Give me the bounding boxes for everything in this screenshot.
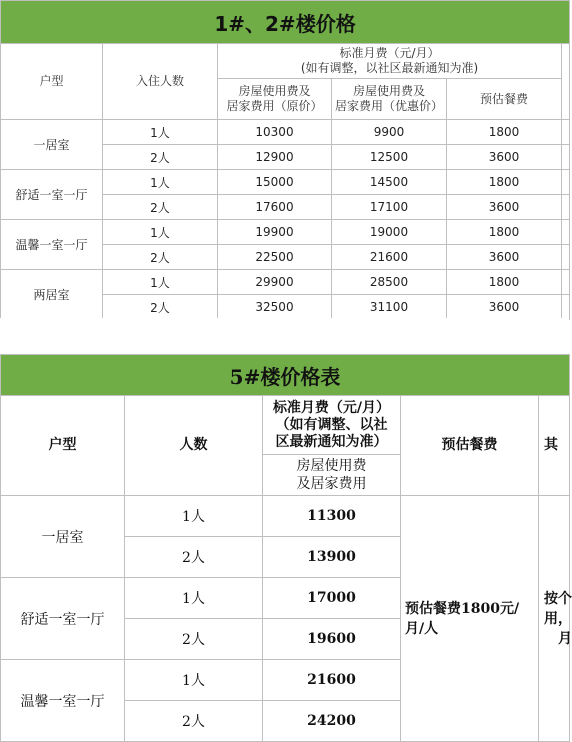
people: 1人	[125, 578, 263, 619]
discount-price: 12500	[332, 145, 447, 170]
housing-fee: 19600	[263, 619, 401, 660]
standard-fee-line1: 标准月费（元/月）	[339, 46, 440, 60]
occupants: 2人	[103, 145, 218, 170]
meal-price: 3600	[447, 145, 562, 170]
cut-cell	[562, 120, 570, 145]
housing-line1: 房屋使用费	[296, 458, 367, 474]
discount-line1: 房屋使用费及	[352, 84, 425, 98]
room-type: 两居室	[1, 270, 103, 320]
meal-price: 3600	[447, 195, 562, 220]
meal-price: 3600	[447, 245, 562, 270]
occupants: 1人	[103, 270, 218, 295]
section1-title: 1#、2#楼价格	[1, 1, 570, 44]
table-row	[1, 120, 570, 145]
original-line2: 居家费用（原价）	[226, 99, 323, 113]
header-housing-fee	[263, 455, 401, 496]
cut-cell	[562, 245, 570, 270]
header-meal: 预估餐费	[447, 79, 562, 120]
standard-fee-line2: (如有调整，以社区最新通知为准)	[300, 61, 479, 75]
header-other-cut: 其	[539, 396, 570, 496]
original-line1: 房屋使用费及	[238, 84, 311, 98]
cut-cell	[562, 145, 570, 170]
section2-title: 5#楼价格表	[1, 355, 570, 396]
occupants: 1人	[103, 120, 218, 145]
occupants: 1人	[103, 220, 218, 245]
housing-fee: 11300	[263, 496, 401, 537]
cut-cell	[562, 295, 570, 320]
room-type: 一居室	[1, 496, 125, 578]
header-occupants: 入住人数	[103, 44, 218, 120]
people: 2人	[125, 701, 263, 742]
discount-price: 14500	[332, 170, 447, 195]
standard-line3: 区最新通知为准）	[275, 433, 388, 450]
cut-cell	[562, 195, 570, 220]
room-type: 一居室	[1, 120, 103, 170]
cut-cell	[562, 220, 570, 245]
header-room-type: 户型	[1, 396, 125, 496]
housing-fee: 13900	[263, 537, 401, 578]
discount-price: 31100	[332, 295, 447, 320]
cut-line3: 月	[558, 630, 572, 647]
standard-line2: （如有调整、以社	[275, 416, 388, 433]
people: 2人	[125, 619, 263, 660]
original-price: 10300	[218, 120, 332, 145]
meal-price: 1800	[447, 220, 562, 245]
header-standard-fee	[218, 44, 562, 79]
original-price: 29900	[218, 270, 332, 295]
header-people: 人数	[125, 396, 263, 496]
original-price: 17600	[218, 195, 332, 220]
original-price: 12900	[218, 145, 332, 170]
building-5-price-table	[0, 354, 570, 742]
people: 2人	[125, 537, 263, 578]
occupants: 2人	[103, 295, 218, 320]
cut-cell	[562, 170, 570, 195]
discount-price: 28500	[332, 270, 447, 295]
original-price: 19900	[218, 220, 332, 245]
other-note-cut	[539, 496, 570, 742]
cut-line2: 用，	[544, 610, 572, 627]
meal-price: 1800	[447, 120, 562, 145]
housing-fee: 21600	[263, 660, 401, 701]
header-standard-fee	[263, 396, 401, 455]
housing-fee: 17000	[263, 578, 401, 619]
table-row	[1, 496, 570, 537]
meal-note	[401, 496, 539, 742]
cut-cell	[562, 270, 570, 295]
header-meal: 预估餐费	[401, 396, 539, 496]
room-type: 温馨一室一厅	[1, 660, 125, 742]
room-type: 舒适一室一厅	[1, 170, 103, 220]
discount-price: 9900	[332, 120, 447, 145]
meal-price: 3600	[447, 295, 562, 320]
meal-price: 1800	[447, 270, 562, 295]
occupants: 2人	[103, 195, 218, 220]
table-row	[1, 270, 570, 295]
meal-price: 1800	[447, 170, 562, 195]
original-price: 15000	[218, 170, 332, 195]
meal-note-line2: 月/人	[405, 620, 439, 637]
housing-fee: 24200	[263, 701, 401, 742]
table-row	[1, 220, 570, 245]
discount-price: 17100	[332, 195, 447, 220]
original-price: 22500	[218, 245, 332, 270]
header-discount-price	[332, 79, 447, 120]
standard-line1: 标准月费（元/月）	[272, 399, 391, 416]
section-gap	[0, 318, 569, 354]
building-1-2-price-table	[0, 0, 570, 320]
occupants: 1人	[103, 170, 218, 195]
header-room-type: 户型	[1, 44, 103, 120]
table-row	[1, 170, 570, 195]
original-price: 32500	[218, 295, 332, 320]
discount-price: 21600	[332, 245, 447, 270]
people: 1人	[125, 496, 263, 537]
housing-line2: 及居家费用	[296, 476, 367, 492]
cut-column	[562, 44, 570, 120]
room-type: 舒适一室一厅	[1, 578, 125, 660]
occupants: 2人	[103, 245, 218, 270]
people: 1人	[125, 660, 263, 701]
room-type: 温馨一室一厅	[1, 220, 103, 270]
cut-line1: 按个	[544, 590, 572, 607]
discount-line2: 居家费用（优惠价）	[334, 99, 443, 113]
meal-note-line1: 预估餐费1800元/	[405, 600, 520, 617]
header-original-price	[218, 79, 332, 120]
discount-price: 19000	[332, 220, 447, 245]
